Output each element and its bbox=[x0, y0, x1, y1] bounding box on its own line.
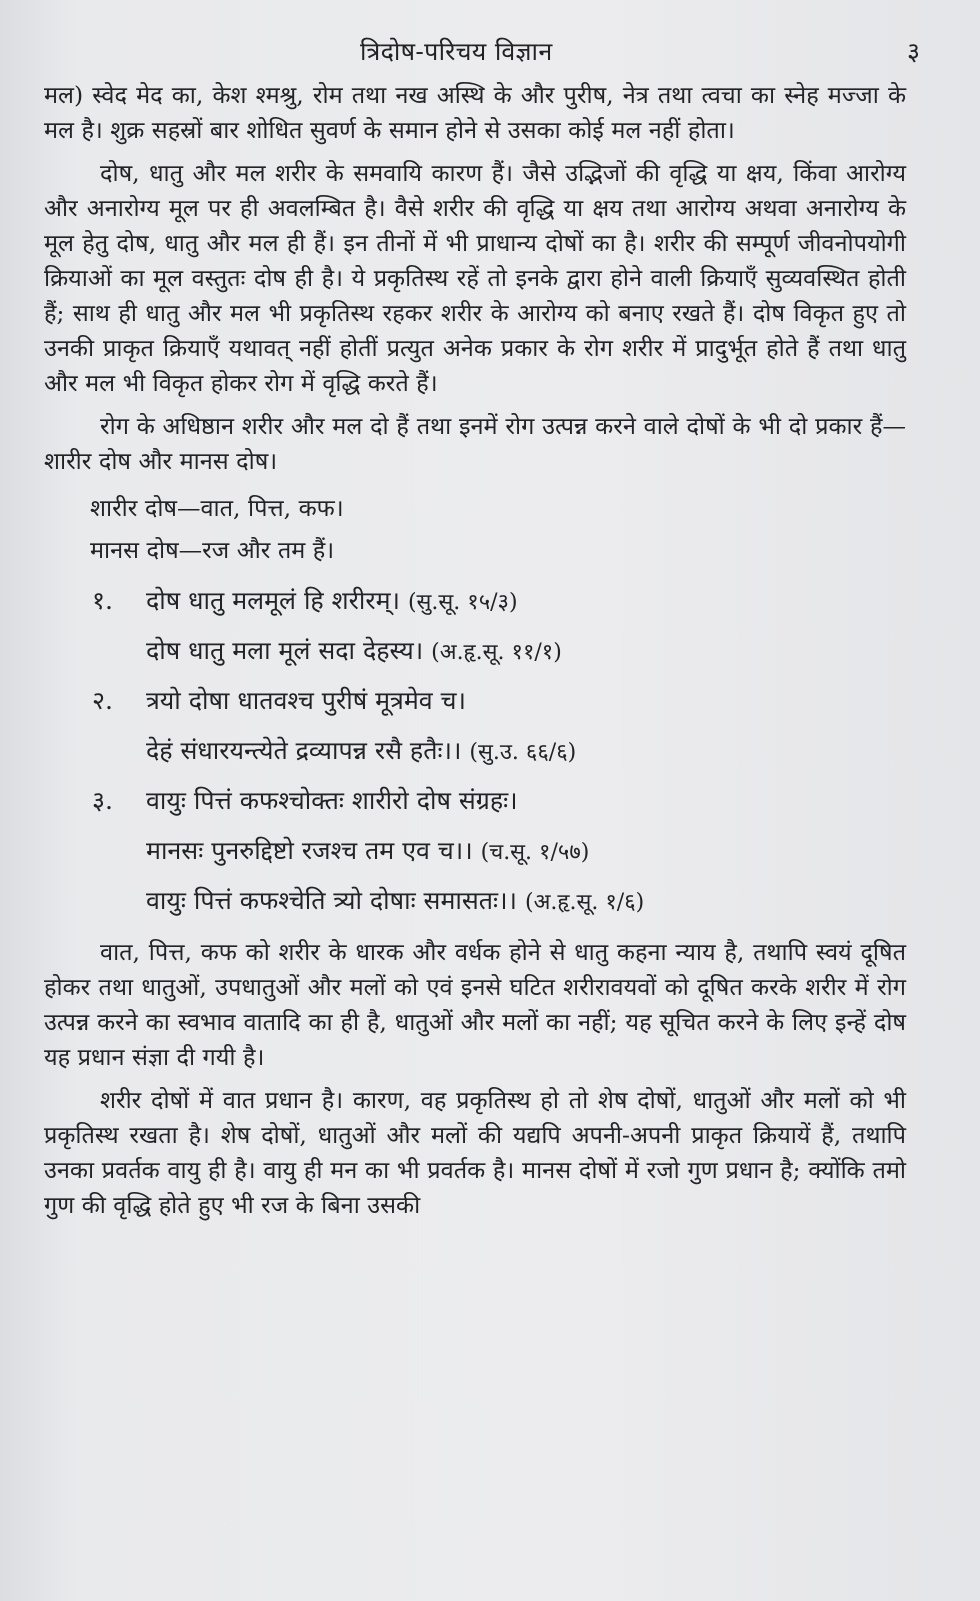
page-header bbox=[0, 34, 980, 74]
verse-text: दोष धातु मला मूलं सदा देहस्य। bbox=[146, 636, 424, 665]
verse-line bbox=[146, 627, 906, 677]
verse-reference: (सु.उ. ६६/६) bbox=[469, 740, 577, 765]
verse-line bbox=[146, 827, 906, 877]
verse-footnotes bbox=[44, 577, 906, 927]
verse-3 bbox=[44, 777, 906, 927]
paragraph-5: शरीर दोषों में वात प्रधान है। कारण, वह प्रकृतिस्थ हो तो शेष दोषों, धातुओं और मलों को भी प्रकृतिस्थ रखता है। शेष दोषों, धातुओं और मलों की यद्यपि अपनी-अपनी प्राकृत क्रियायें हैं, तथापि उनका प्रवर्तक वायु ही है। वायु ही मन का भी प्रवर्तक है। मानस दोषों में रजो गुण प्रधान है; क्योंकि तमो गुण की वृद्धि होते हुए भी रज के बिना उसकी bbox=[44, 1086, 906, 1219]
verse-line bbox=[146, 577, 906, 627]
verse-1 bbox=[44, 577, 906, 677]
page-number: ३ bbox=[906, 37, 920, 66]
verse-reference: (अ.हृ.सू. ११/१) bbox=[431, 640, 562, 665]
verse-number: १. bbox=[92, 586, 113, 615]
verse-line bbox=[146, 777, 906, 827]
verse-text: वायुः पित्तं कफश्चोक्तः शारीरो दोष संग्रहः। bbox=[146, 786, 518, 815]
verse-text: वायुः पित्तं कफश्चेति त्र्यो दोषाः समासतः।। bbox=[146, 886, 518, 915]
verse-number: ३. bbox=[92, 786, 113, 815]
verse-reference: (च.सू. १/५७) bbox=[480, 840, 590, 865]
verse-reference: (अ.हृ.सू. १/६) bbox=[525, 890, 645, 915]
verse-text: त्रयो दोषा धातवश्च पुरीषं मूत्रमेव च। bbox=[146, 686, 466, 715]
running-title: त्रिदोष-परिचय विज्ञान bbox=[360, 37, 553, 66]
verse-reference: (सु.सू. १५/३) bbox=[407, 590, 518, 615]
verse-line bbox=[146, 877, 906, 927]
definition-sharir-dosha: शारीर दोष—वात, पित्त, कफ। bbox=[90, 494, 344, 522]
page-body bbox=[44, 78, 906, 1231]
verse-text: दोष धातु मलमूलं हि शरीरम्। bbox=[146, 586, 400, 615]
verse-line bbox=[146, 677, 906, 727]
verse-line bbox=[146, 727, 906, 777]
verse-2 bbox=[44, 677, 906, 777]
paragraph-1: मल) स्वेद मेद का, केश श्मश्रु, रोम तथा नख अस्थि के और पुरीष, नेत्र तथा त्वचा का स्नेह मज्जा के मल है। शुक्र सहस्रों बार शोधित सुवर्ण के समान होने से उसका कोई मल नहीं होता। bbox=[44, 81, 906, 144]
paragraph-2: दोष, धातु और मल शरीर के समवायि कारण हैं। जैसे उद्भिजों की वृद्धि या क्षय, किंवा आरोग्य और अनारोग्य मूल पर ही अवलम्बित है। वैसे शरीर की वृद्धि या क्षय तथा आरोग्य अथवा अनारोग्य के मूल हेतु दोष, धातु और मल ही हैं। इन तीनों में भी प्राधान्य दोषों का है। शरीर की सम्पूर्ण जीवनोपयोगी क्रियाओं का मूल वस्तुतः दोष ही है। ये प्रकृतिस्थ रहें तो इनके द्वारा होने वाली क्रियाएँ सुव्यवस्थित होती हैं; साथ ही धातु और मल भी प्रकृतिस्थ रहकर शरीर के आरोग्य को बनाए रखते हैं। दोष विकृत हुए तो उनकी प्राकृत क्रियाएँ यथावत् नहीं होतीं प्रत्युत अनेक प्रकार के रोग शरीर में प्रादुर्भूत होते हैं तथा धातु और मल भी विकृत होकर रोग में वृद्धि करते हैं। bbox=[44, 159, 906, 397]
verse-text: मानसः पुनरुद्दिष्टो रजश्च तम एव च।। bbox=[146, 836, 473, 865]
definition-manas-dosha: मानस दोष—रज और तम हैं। bbox=[90, 536, 335, 564]
paragraph-3: रोग के अधिष्ठान शरीर और मल दो हैं तथा इनमें रोग उत्पन्न करने वाले दोषों के भी दो प्रकार हैं—शारीर दोष और मानस दोष। bbox=[44, 412, 906, 475]
verse-text: देहं संधारयन्त्येते द्रव्यापन्न रसै हतैः।। bbox=[146, 736, 462, 765]
paragraph-4: वात, पित्त, कफ को शरीर के धारक और वर्धक होने से धातु कहना न्याय है, तथापि स्वयं दूषित होकर तथा धातुओं, उपधातुओं और मलों को एवं इनसे घटित शरीरावयवों को दूषित करके शरीर में रोग उत्पन्न करने का स्वभाव वातादि का ही है, धातुओं और मलों का नहीं; यह सूचित करने के लिए इन्हें दोष यह प्रधान संज्ञा दी गयी है। bbox=[44, 938, 906, 1071]
verse-number: २. bbox=[92, 686, 113, 715]
